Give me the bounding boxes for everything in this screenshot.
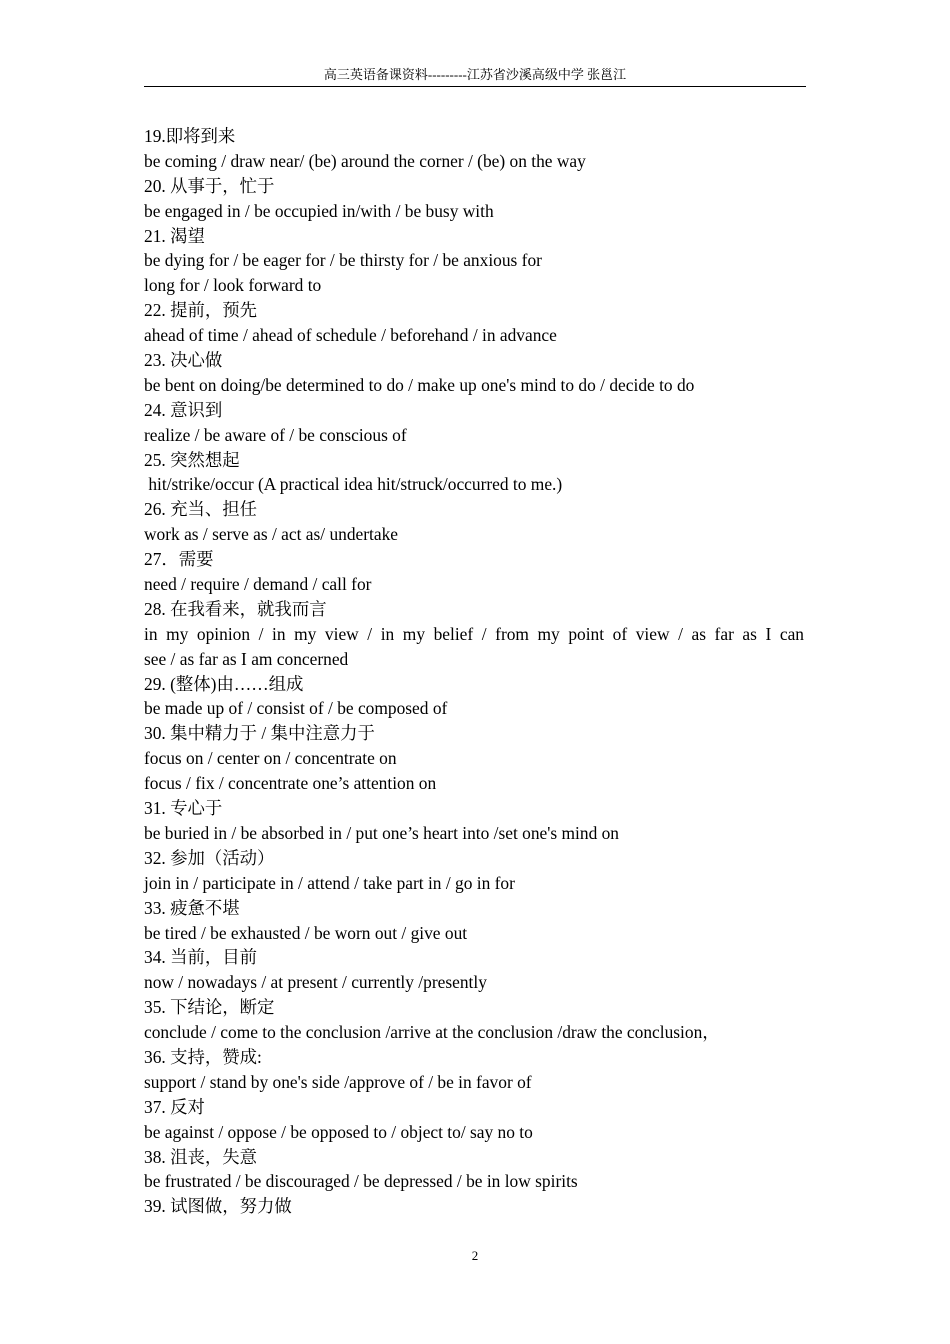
line-30-phrases: focus on / center on / concentrate on <box>144 748 397 769</box>
page-number: 2 <box>471 1248 479 1263</box>
line-35-phrases: conclude / come to the conclusion /arrive at the conclusion /draw the conclusion， <box>144 1022 720 1043</box>
line-20-title: 20. 从事于，忙于 <box>144 175 275 196</box>
line-21-title: 21. 渴望 <box>144 225 205 246</box>
line-24-title: 24. 意识到 <box>144 399 223 420</box>
line-34-title: 34. 当前，目前 <box>144 947 258 968</box>
line-19-title: 19.即将到来 <box>144 126 236 146</box>
line-22-phrases: ahead of time / ahead of schedule / beforehand / in advance <box>144 325 557 346</box>
line-37-phrases: be against / oppose / be opposed to / object to/ say no to <box>144 1121 533 1142</box>
line-23-title: 23. 决心做 <box>144 350 223 371</box>
line-25-title: 25. 突然想起 <box>144 449 240 470</box>
line-30-phrases-cont: focus / fix / concentrate one’s attention on <box>144 773 437 794</box>
line-26-phrases: work as / serve as / act as/ undertake <box>144 524 398 545</box>
line-28-phrases: in my opinion / in my view / in my belief / from my point of view / as far as I can <box>144 623 804 644</box>
line-33-phrases: be tired / be exhausted / be worn out / give out <box>144 922 468 943</box>
line-28-title: 28. 在我看来，就我而言 <box>144 598 327 619</box>
line-37-title: 37. 反对 <box>144 1096 205 1117</box>
line-20-phrases: be engaged in / be occupied in/with / be busy with <box>144 200 494 221</box>
header-text: 高三英语备课资料---------江苏省沙溪高级中学 张邕江 <box>323 67 627 82</box>
line-24-phrases: realize / be aware of / be conscious of <box>144 424 407 445</box>
line-36-title: 36. 支持，赞成: <box>144 1046 262 1067</box>
line-35-title: 35. 下结论，断定 <box>144 997 275 1018</box>
line-22-title: 22. 提前，预先 <box>144 300 258 321</box>
line-30-title: 30. 集中精力于 / 集中注意力于 <box>144 723 375 744</box>
line-31-title: 31. 专心于 <box>144 798 223 819</box>
line-23-phrases: be bent on doing/be determined to do / make up one's mind to do / decide to do <box>144 374 695 395</box>
line-32-phrases: join in / participate in / attend / take part in / go in for <box>144 872 515 893</box>
line-27-title: 27．需要 <box>144 549 214 570</box>
page-header <box>144 66 806 87</box>
line-31-phrases: be buried in / be absorbed in / put one’s heart into /set one's mind on <box>144 822 620 843</box>
line-34-phrases: now / nowadays / at present / currently /presently <box>144 972 487 993</box>
line-25-phrases: hit/strike/occur (A practical idea hit/struck/occurred to me.) <box>144 474 563 495</box>
line-38-phrases: be frustrated / be discouraged / be depressed / be in low spirits <box>144 1171 578 1192</box>
line-21-phrases-cont: long for / look forward to <box>144 275 322 296</box>
line-32-title: 32. 参加（活动） <box>144 847 275 868</box>
line-27-phrases: need / require / demand / call for <box>144 574 372 595</box>
line-39-title: 39. 试图做，努力做 <box>144 1196 292 1217</box>
page-footer <box>0 1248 950 1264</box>
line-19-phrases: be coming / draw near/ (be) around the corner / (be) on the way <box>144 150 586 171</box>
line-33-title: 33. 疲惫不堪 <box>144 897 240 918</box>
line-29-title: 29. (整体)由……组成 <box>144 673 304 694</box>
line-28-phrases-cont: see / as far as I am concerned <box>144 648 349 669</box>
line-29-phrases: be made up of / consist of / be composed of <box>144 698 448 719</box>
line-21-phrases: be dying for / be eager for / be thirsty for / be anxious for <box>144 250 542 271</box>
line-36-phrases: support / stand by one's side /approve of / be in favor of <box>144 1071 532 1092</box>
document-body <box>144 124 804 1219</box>
line-38-title: 38. 沮丧，失意 <box>144 1146 258 1167</box>
line-26-title: 26. 充当、担任 <box>144 499 258 520</box>
